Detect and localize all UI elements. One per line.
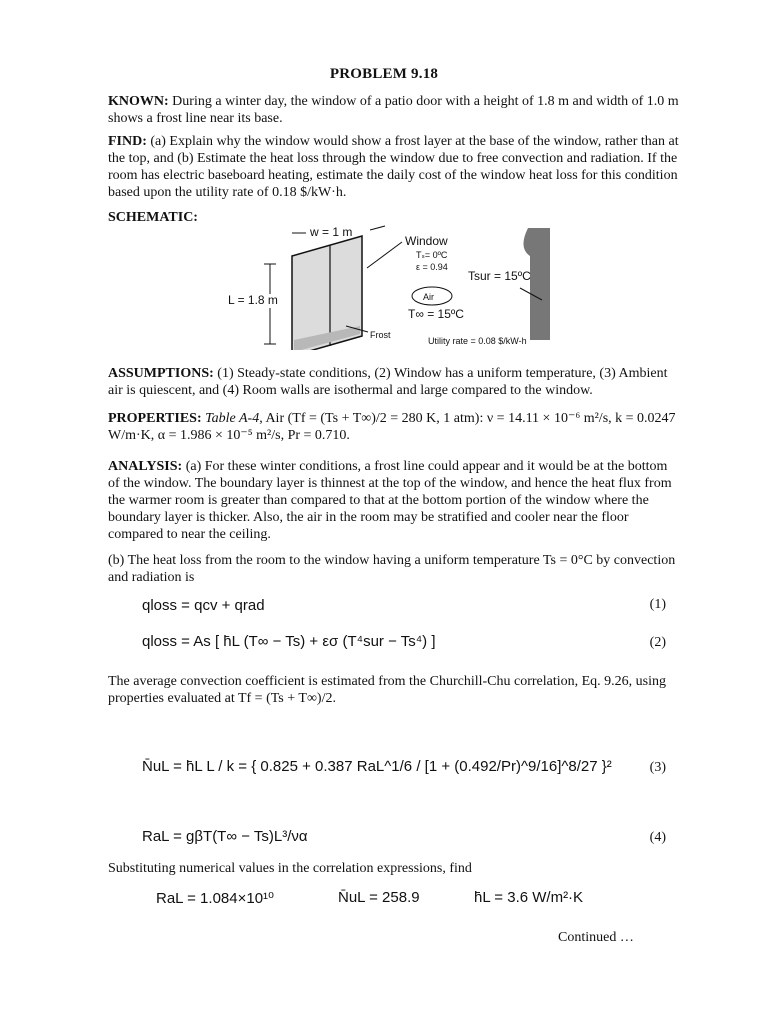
- equation-3: N̄uL = h̄L L / k = { 0.825 + 0.387 RaL^1/6 / [1 + (0.492/Pr)^9/16]^8/27 }²: [142, 758, 612, 775]
- analysis-part-b: (b) The heat loss from the room to the window having a uniform temperature Ts = 0°C by convection and radiation is: [108, 553, 676, 585]
- properties-line-2: W/m·K, α = 1.986 × 10⁻⁵ m²/s, Pr = 0.710.: [108, 428, 350, 443]
- schematic-diagram: [210, 218, 570, 350]
- find-text: (a) Explain why the window would show a frost layer at the base of the window, rather than at the top, and (b) Estimate the heat loss through the window due to free convection and radiation. If the room has electric baseboard heating, estimate the daily cost of the window heat loss for this condition based upon the utility rate of 0.18 $/kW·h.: [108, 134, 679, 200]
- surroundings-temp-label: Tsur = 15ºC: [468, 269, 531, 283]
- surroundings-wall: [523, 228, 550, 340]
- equation-4: RaL = gβT(T∞ − Ts)L³/να: [142, 828, 308, 845]
- analysis-paragraph: [108, 458, 680, 543]
- known-text: During a winter day, the window of a patio door with a height of 1.8 m and width of 1.0 m shows a frost line near its base.: [108, 94, 679, 126]
- continued-note: Continued …: [558, 930, 634, 945]
- analysis-part-a: (a) For these winter conditions, a frost line could appear and it would be at the bottom of the window. The boundary layer is thinnest at the top of the window, and hence the heat flux from the warmer room is greater than compared to that at the bottom portion of the window where the boundary layer is thicker. Also, the air in the room may be stratified and cooler near the floor compared to near the ceiling.: [108, 459, 672, 542]
- substitution-paragraph: Substituting numerical values in the correlation expressions, find: [108, 861, 472, 876]
- equation-1: qloss = qcv + qrad: [142, 597, 265, 614]
- equation-4-number: (4): [649, 830, 666, 845]
- surface-temp-label: Tₛ= 0ºC: [416, 250, 448, 260]
- result-h-coefficient: h̄L = 3.6 W/m²·K: [474, 889, 584, 906]
- result-rayleigh: RaL = 1.084×10¹⁰: [156, 890, 275, 907]
- properties-table-ref: Table A-4: [205, 411, 260, 426]
- result-nusselt: N̄uL = 258.9: [338, 889, 420, 906]
- height-label: L = 1.8 m: [228, 293, 278, 307]
- assumptions-label: ASSUMPTIONS:: [108, 366, 214, 381]
- window-leader: [367, 242, 402, 268]
- ambient-temp-label: T∞ = 15ºC: [408, 307, 464, 321]
- find-label: FIND:: [108, 134, 147, 149]
- air-label: Air: [423, 292, 434, 302]
- utility-rate-label: Utility rate = 0.08 $/kW-h: [428, 336, 527, 346]
- analysis-label: ANALYSIS:: [108, 459, 183, 474]
- frost-label: Frost: [370, 330, 391, 340]
- assumptions-text: (1) Steady-state conditions, (2) Window has a uniform temperature, (3) Ambient air is quiescent, and (4) Room walls are isothermal and large compared to the window.: [108, 366, 668, 398]
- churchill-chu-paragraph: The average convection coefficient is estimated from the Churchill-Chu correlation, Eq. 9.26, using properties evaluated at Tf = (Ts + T∞)/2.: [108, 674, 667, 706]
- equation-2-number: (2): [649, 635, 666, 650]
- schematic-label: SCHEMATIC:: [108, 210, 198, 225]
- width-label: w = 1 m: [310, 225, 353, 239]
- assumptions-paragraph: [108, 365, 680, 399]
- properties-label: PROPERTIES:: [108, 411, 202, 426]
- find-paragraph: [108, 133, 680, 201]
- known-paragraph: [108, 93, 680, 127]
- equation-2: qloss = As [ h̄L (T∞ − Ts) + εσ (T⁴sur − Ts⁴) ]: [142, 633, 436, 650]
- emissivity-label: ε = 0.94: [416, 262, 448, 272]
- properties-paragraph: [108, 410, 680, 444]
- equation-1-number: (1): [649, 597, 666, 612]
- window-label: Window: [405, 234, 448, 248]
- problem-title: PROBLEM 9.18: [329, 66, 439, 82]
- width-arrow-right: [370, 226, 385, 230]
- properties-line-1: , Air (Tf = (Ts + T∞)/2 = 280 K, 1 atm): ν = 14.11 × 10⁻⁶ m²/s, k = 0.0247: [259, 411, 676, 426]
- equation-3-number: (3): [649, 760, 666, 775]
- known-label: KNOWN:: [108, 94, 169, 109]
